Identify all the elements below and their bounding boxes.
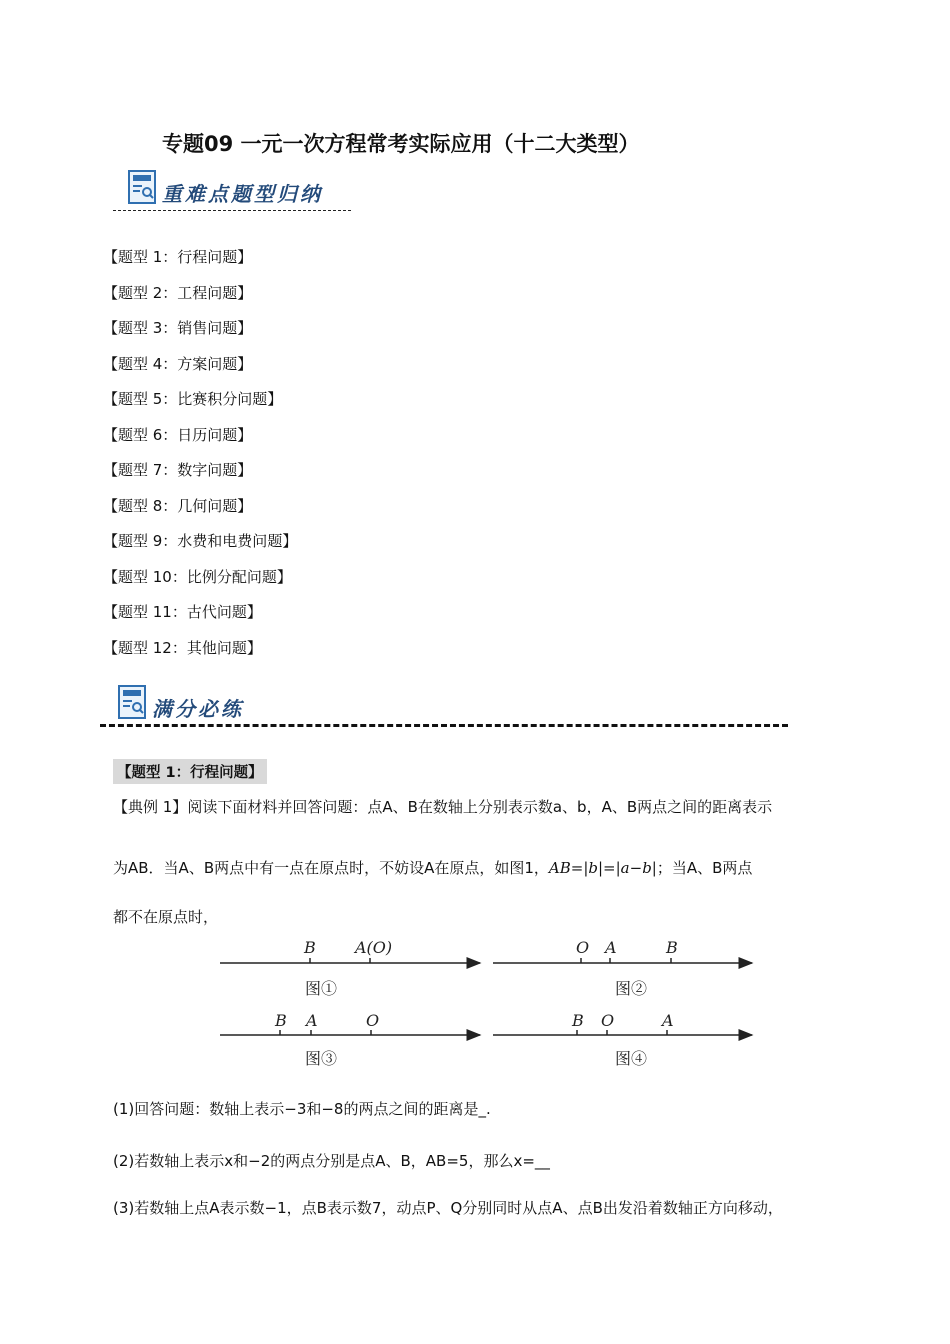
list-item: 【题型 7：数字问题】	[103, 461, 253, 479]
list-item: 【题型 2：工程问题】	[103, 283, 253, 302]
figure-caption: 图①	[305, 979, 338, 998]
section-header-practice	[118, 685, 318, 725]
list-item: 【题型 4：方案问题】	[103, 354, 253, 373]
figure-caption: 图②	[615, 979, 648, 998]
section-title: 重难点题型归纳	[162, 182, 323, 206]
point-label: B	[275, 1011, 287, 1030]
point-label: A	[605, 938, 617, 957]
document-chart-icon	[128, 170, 156, 204]
point-label: O	[576, 938, 590, 957]
number-line-figures	[215, 930, 760, 1075]
list-item: 【题型 8：几何问题】	[103, 496, 253, 515]
document-chart-icon	[118, 685, 146, 719]
point-label: A	[306, 1011, 318, 1030]
figure-caption: 图③	[305, 1049, 338, 1068]
point-label: A(O)	[355, 938, 393, 957]
type-list	[103, 246, 297, 672]
list-item: 【题型 10：比例分配问题】	[103, 567, 292, 586]
list-item: 【题型 12：其他问题】	[103, 638, 262, 657]
example-text: ；当A、B两点	[656, 859, 753, 877]
section-divider	[113, 210, 351, 211]
example-line-2	[113, 857, 752, 878]
point-label: A	[662, 1011, 674, 1030]
formula: AB=|b|=|a−b|	[548, 859, 657, 877]
section-header-key-types	[128, 170, 368, 210]
question-2: (2)若数轴上表示x和−2的两点分别是点A、B，AB=5，那么x=__	[113, 1152, 550, 1170]
point-label: O	[366, 1011, 380, 1030]
example-lead: 【典例 1】	[113, 798, 188, 816]
page-title: 专题09 一元一次方程常考实际应用（十二大类型）	[162, 132, 640, 156]
example-line-1	[113, 796, 772, 817]
list-item: 【题型 1：行程问题】	[103, 248, 253, 266]
point-label: O	[601, 1011, 615, 1030]
point-label: B	[304, 938, 316, 957]
list-item: 【题型 6：日历问题】	[103, 425, 253, 444]
example-text: 为AB．当A、B两点中有一点在原点时，不妨设A在原点，如图1，	[113, 859, 549, 877]
question-1: (1)回答问题：数轴上表示−3和−8的两点之间的距离是_.	[113, 1100, 491, 1118]
example-text: 阅读下面材料并回答问题：点A、B在数轴上分别表示数a、b，A、B两点之间的距离表示	[187, 798, 773, 816]
point-label: B	[666, 938, 678, 957]
list-item: 【题型 5：比赛积分问题】	[103, 390, 283, 408]
list-item: 【题型 9：水费和电费问题】	[103, 532, 298, 550]
point-label: B	[572, 1011, 584, 1030]
type-badge: 【题型 1：行程问题】	[113, 759, 267, 784]
section-divider	[100, 724, 788, 727]
example-line-3: 都不在原点时，	[113, 908, 219, 926]
list-item: 【题型 3：销售问题】	[103, 319, 253, 337]
list-item: 【题型 11：古代问题】	[103, 603, 262, 621]
section-title: 满分必练	[152, 697, 244, 721]
figure-caption: 图④	[615, 1049, 648, 1068]
question-3: (3)若数轴上点A表示数−1，点B表示数7，动点P、Q分别同时从点A、点B出发沿着数轴正方向移动，	[113, 1199, 783, 1217]
